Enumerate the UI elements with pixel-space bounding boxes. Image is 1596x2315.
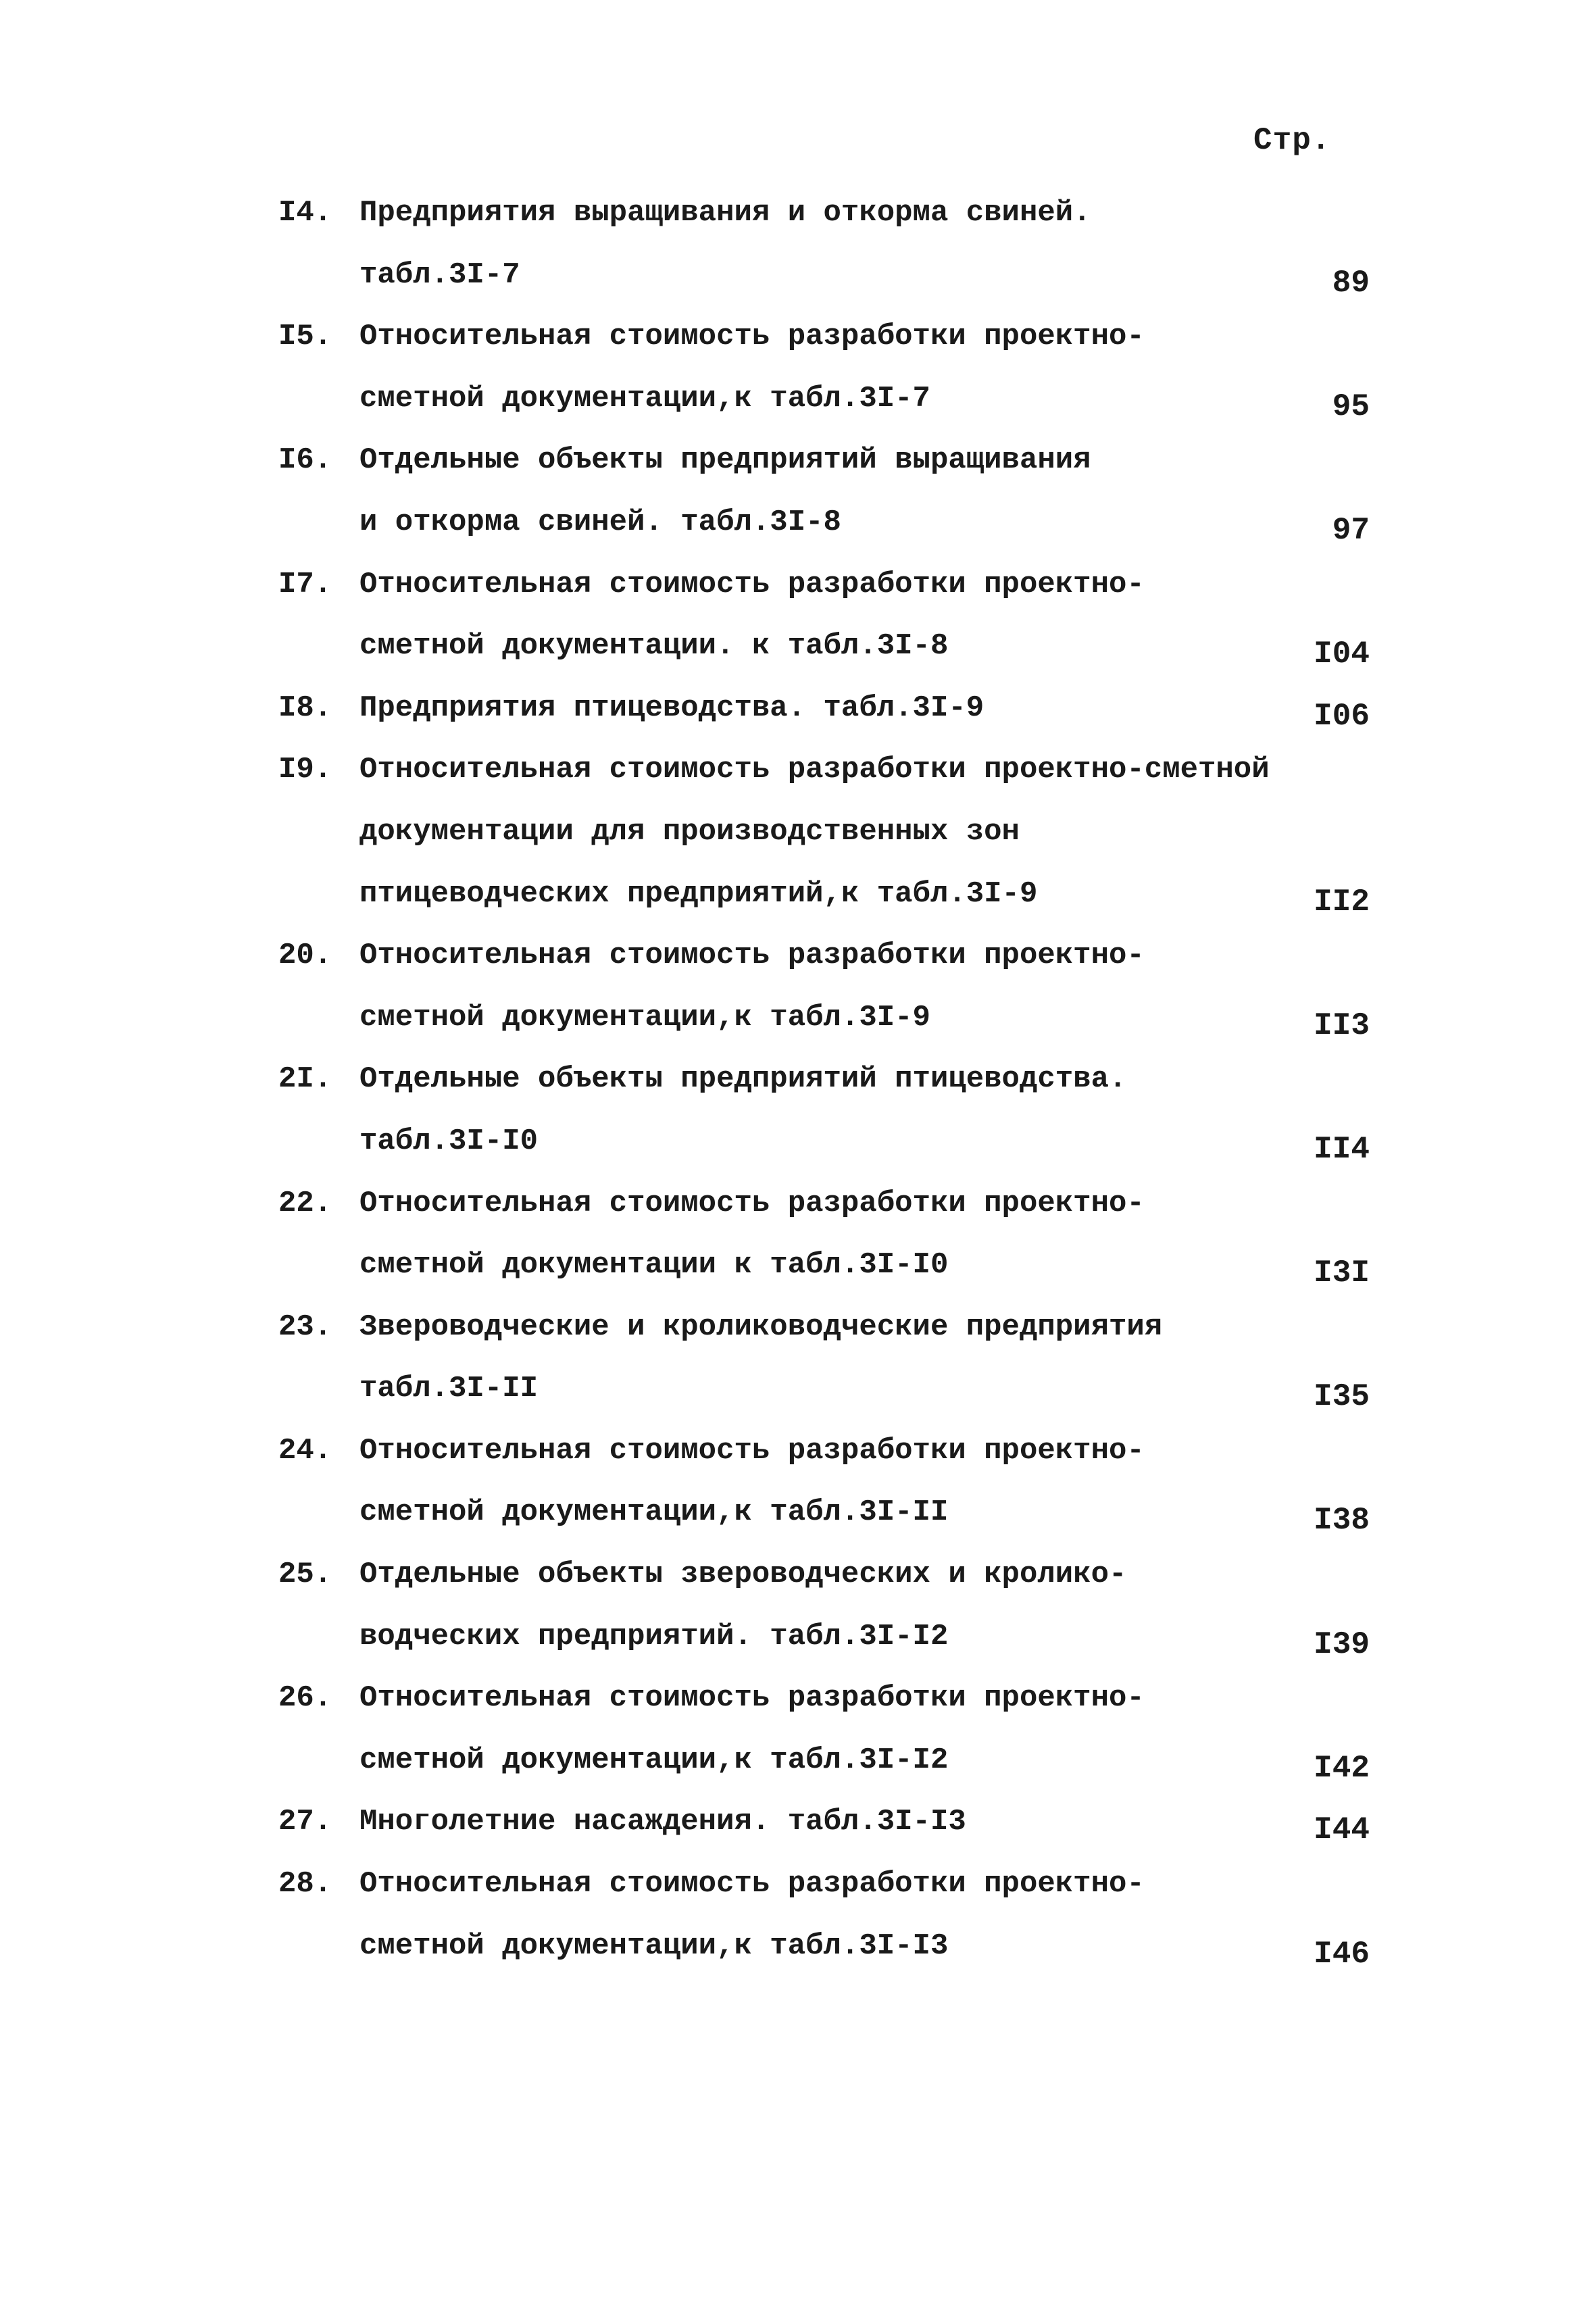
toc-entry-page-number: I46 [1314, 1936, 1370, 1972]
toc-entry-page-number: I06 [1314, 698, 1370, 734]
toc-entry-text: водческих предприятий. табл.3I-I2 [359, 1619, 949, 1653]
toc-entry-line [278, 1730, 1427, 1792]
toc-entry-line [278, 1049, 1427, 1111]
toc-entry-line [278, 1235, 1427, 1297]
toc-entry-line [278, 1544, 1427, 1606]
toc-entry-text: сметной документации,к табл.3I-9 [359, 1000, 930, 1035]
toc-entry-text: сметной документации,к табл.3I-I2 [359, 1743, 949, 1777]
toc-entry-text: птицеводческих предприятий,к табл.3I-9 [359, 876, 1038, 911]
toc-entry-page-number: I39 [1314, 1626, 1370, 1662]
toc-entry [278, 925, 1427, 1049]
toc-entry-number: 24. [278, 1433, 332, 1468]
toc-entry-text: Отдельные объекты предприятий выращивания [359, 443, 1091, 478]
toc-entry-line [278, 801, 1427, 864]
toc-entry-number: 28. [278, 1867, 332, 1901]
toc-entry-text: Предприятия выращивания и откорма свиней. [359, 196, 1091, 230]
toc-entry-line [278, 1853, 1427, 1916]
toc-entry-number: I7. [278, 567, 332, 601]
toc-entry [278, 182, 1427, 306]
toc-entry-line [278, 492, 1427, 554]
toc-entry-text: Относительная стоимость разработки проектно-сметной [359, 753, 1270, 787]
toc-entry-number: I6. [278, 443, 332, 478]
toc-entry-line [278, 368, 1427, 430]
toc-entry-line [278, 554, 1427, 616]
toc-entry-text: сметной документации к табл.3I-I0 [359, 1248, 949, 1283]
toc-entry [278, 1544, 1427, 1668]
toc-entry [278, 1049, 1427, 1172]
toc-entry-number: I8. [278, 691, 332, 725]
toc-entry-line [278, 1482, 1427, 1544]
toc-entry-text: сметной документации. к табл.3I-8 [359, 629, 949, 664]
toc-entry [278, 1668, 1427, 1791]
toc-entry-number: I9. [278, 753, 332, 787]
toc-entry-page-number: I44 [1314, 1812, 1370, 1848]
toc-entry-line [278, 1297, 1427, 1359]
toc-entry [278, 1297, 1427, 1420]
toc-entry-number: I4. [278, 196, 332, 230]
toc-entry-text: Относительная стоимость разработки проектно- [359, 1433, 1145, 1468]
toc-entry-number: 22. [278, 1186, 332, 1220]
toc-entry-line [278, 987, 1427, 1049]
toc-entry-page-number: 97 [1332, 512, 1370, 548]
toc-entry-text: табл.3I-II [359, 1372, 539, 1406]
toc-entry-text: Отдельные объекты предприятий птицеводства. [359, 1062, 1127, 1097]
toc-entry-text: Отдельные объекты звероводческих и кролико- [359, 1558, 1127, 1592]
toc-entry-page-number: I3I [1314, 1255, 1370, 1291]
toc-entry-text: Относительная стоимость разработки проектно- [359, 1681, 1145, 1716]
toc-entry-line [278, 1111, 1427, 1173]
toc-entry [278, 739, 1427, 925]
toc-entry-text: и откорма свиней. табл.3I-8 [359, 505, 841, 539]
toc-entry-line [278, 1916, 1427, 1978]
toc-entry-page-number: II2 [1314, 884, 1370, 920]
toc-entry-number: 23. [278, 1310, 332, 1344]
toc-entry-line [278, 1668, 1427, 1730]
toc-entry [278, 1853, 1427, 1977]
toc-entry-line [278, 245, 1427, 307]
toc-entry-number: 26. [278, 1681, 332, 1716]
toc-entry-page-number: II4 [1314, 1131, 1370, 1167]
toc-entry [278, 678, 1427, 740]
toc-entry-text: документации для производственных зон [359, 814, 1020, 849]
toc-entry-line [278, 925, 1427, 987]
toc-entry-text: сметной документации,к табл.3I-I3 [359, 1928, 949, 1963]
toc-entry-text: Звероводческие и кролиководческие предприятия [359, 1310, 1163, 1344]
toc-entry-line [278, 1358, 1427, 1420]
toc-entry-page-number: 95 [1332, 389, 1370, 424]
toc-entry-line [278, 306, 1427, 368]
toc-entry-page-number: II3 [1314, 1007, 1370, 1043]
toc-entry-text: Относительная стоимость разработки проектно- [359, 567, 1145, 601]
toc-entry-text: Предприятия птицеводства. табл.3I-9 [359, 691, 984, 725]
toc-entry-text: сметной документации,к табл.3I-II [359, 1495, 949, 1530]
toc-entry-line [278, 1791, 1427, 1853]
toc-entry-line [278, 182, 1427, 245]
toc-entry-line [278, 678, 1427, 740]
toc-entry-line [278, 739, 1427, 801]
toc-entry-line [278, 430, 1427, 492]
toc-entry [278, 1420, 1427, 1544]
toc-entry-line [278, 1173, 1427, 1235]
toc-entry-text: Относительная стоимость разработки проектно- [359, 1186, 1145, 1220]
toc-entry-text: Относительная стоимость разработки проектно- [359, 320, 1145, 354]
toc-entry-text: табл.3I-I0 [359, 1124, 539, 1158]
toc-entry-number: 20. [278, 939, 332, 973]
toc-entry-page-number: I04 [1314, 637, 1370, 672]
toc-entry-text: Относительная стоимость разработки проектно- [359, 939, 1145, 973]
toc-entry-page-number: I38 [1314, 1503, 1370, 1539]
toc-entry-page-number: I35 [1314, 1379, 1370, 1415]
toc-entry-page-number: I42 [1314, 1750, 1370, 1786]
page-column-header: Стр. [1253, 123, 1331, 158]
toc-entry-page-number: 89 [1332, 265, 1370, 301]
toc-entry-number: 25. [278, 1558, 332, 1592]
toc-entry-number: 27. [278, 1805, 332, 1839]
toc-entry [278, 430, 1427, 553]
toc-entry-text: Многолетние насаждения. табл.3I-I3 [359, 1805, 966, 1839]
toc-entry-text: табл.3I-7 [359, 257, 520, 292]
toc-entry-number: 2I. [278, 1062, 332, 1097]
toc-entry-line [278, 1420, 1427, 1483]
toc-entry-line [278, 1606, 1427, 1668]
toc-entry [278, 1791, 1427, 1853]
table-of-contents [278, 182, 1427, 1977]
toc-entry [278, 554, 1427, 678]
toc-entry-line [278, 616, 1427, 678]
toc-entry-number: I5. [278, 320, 332, 354]
toc-entry-line [278, 864, 1427, 926]
toc-entry-text: Относительная стоимость разработки проектно- [359, 1867, 1145, 1901]
toc-entry-text: сметной документации,к табл.3I-7 [359, 381, 930, 416]
toc-entry [278, 1173, 1427, 1297]
toc-entry [278, 306, 1427, 430]
